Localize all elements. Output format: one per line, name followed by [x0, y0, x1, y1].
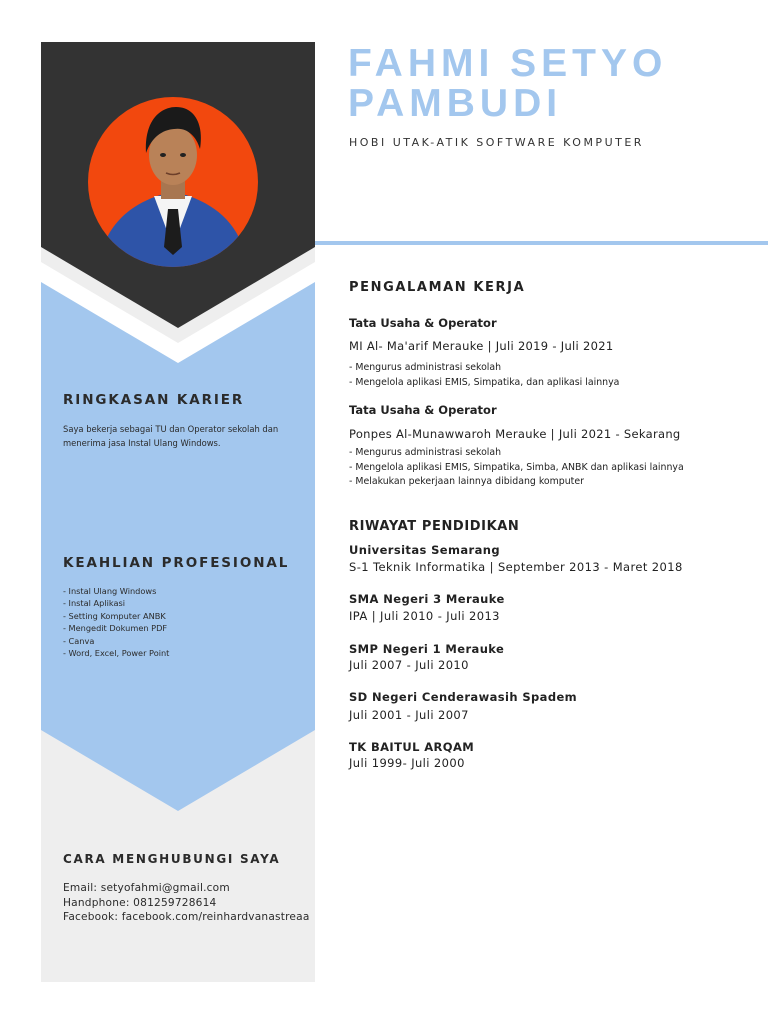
job-bullet: - Mengurus administrasi sekolah	[349, 362, 502, 373]
education-heading: RIWAYAT PENDIDIKAN	[349, 519, 520, 534]
contact-list	[63, 881, 310, 925]
education-detail: Juli 2007 - Juli 2010	[349, 658, 469, 672]
skill-item: - Instal Aplikasi	[63, 598, 126, 609]
education-school: SMA Negeri 3 Merauke	[349, 592, 505, 606]
job-bullet: - Melakukan pekerjaan lainnya dibidang komputer	[349, 476, 584, 488]
job-meta: MI Al- Ma'arif Merauke | Juli 2019 - Juli 2021	[349, 339, 614, 353]
profile-photo	[88, 97, 258, 267]
education-detail: IPA | Juli 2010 - Juli 2013	[349, 609, 500, 623]
skill-item: - Instal Ulang Windows	[63, 586, 157, 596]
tagline: HOBI UTAK-ATIK SOFTWARE KOMPUTER	[349, 136, 644, 149]
job-meta: Ponpes Al-Munawwaroh Merauke | Juli 2021 - Sekarang	[349, 427, 681, 441]
skill-item: - Mengedit Dokumen PDF	[63, 623, 168, 634]
summary-heading: RINGKASAN KARIER	[63, 392, 245, 408]
education-detail: S-1 Teknik Informatika | September 2013 - Maret 2018	[349, 560, 683, 574]
name-line-2: PAMBUDI	[348, 82, 563, 125]
name-line-1: FAHMI SETYO	[348, 42, 668, 85]
job-bullets	[349, 361, 619, 390]
education-school: Universitas Semarang	[349, 543, 501, 557]
contact-phone[interactable]: Handphone: 081259728614	[63, 896, 217, 909]
education-detail: Juli 1999- Juli 2000	[349, 756, 465, 770]
contact-facebook[interactable]: Facebook: facebook.com/reinhardvanastreaa	[63, 911, 310, 924]
summary-text: Saya bekerja sebagai TU dan Operator sekolah dan menerima jasa Instal Ulang Windows.	[63, 424, 279, 448]
divider-line	[315, 241, 768, 245]
candidate-name	[348, 44, 667, 124]
job-bullets	[349, 446, 684, 490]
job-bullet: - Mengelola aplikasi EMIS, Simpatika, Simba, ANBK dan aplikasi lainnya	[349, 461, 684, 473]
education-school: TK BAITUL ARQAM	[349, 740, 475, 754]
job-bullet: - Mengurus administrasi sekolah	[349, 447, 502, 458]
skill-item: - Word, Excel, Power Point	[63, 648, 170, 659]
skills-heading: KEAHLIAN PROFESIONAL	[63, 555, 290, 571]
education-detail: Juli 2001 - Juli 2007	[349, 708, 469, 722]
job-bullet: - Mengelola aplikasi EMIS, Simpatika, dan aplikasi lainnya	[349, 376, 620, 388]
education-school: SD Negeri Cenderawasih Spadem	[349, 690, 578, 704]
skill-item: - Canva	[63, 635, 95, 646]
skill-item: - Setting Komputer ANBK	[63, 610, 166, 621]
contact-heading: CARA MENGHUBUNGI SAYA	[63, 852, 281, 866]
job-title: Tata Usaha & Operator	[349, 316, 497, 330]
education-school: SMP Negeri 1 Merauke	[349, 642, 505, 656]
contact-email[interactable]: Email: setyofahmi@gmail.com	[63, 882, 230, 894]
sidebar	[41, 42, 315, 982]
skills-list	[63, 585, 169, 659]
job-title: Tata Usaha & Operator	[349, 403, 497, 417]
experience-heading: PENGALAMAN KERJA	[349, 280, 526, 295]
